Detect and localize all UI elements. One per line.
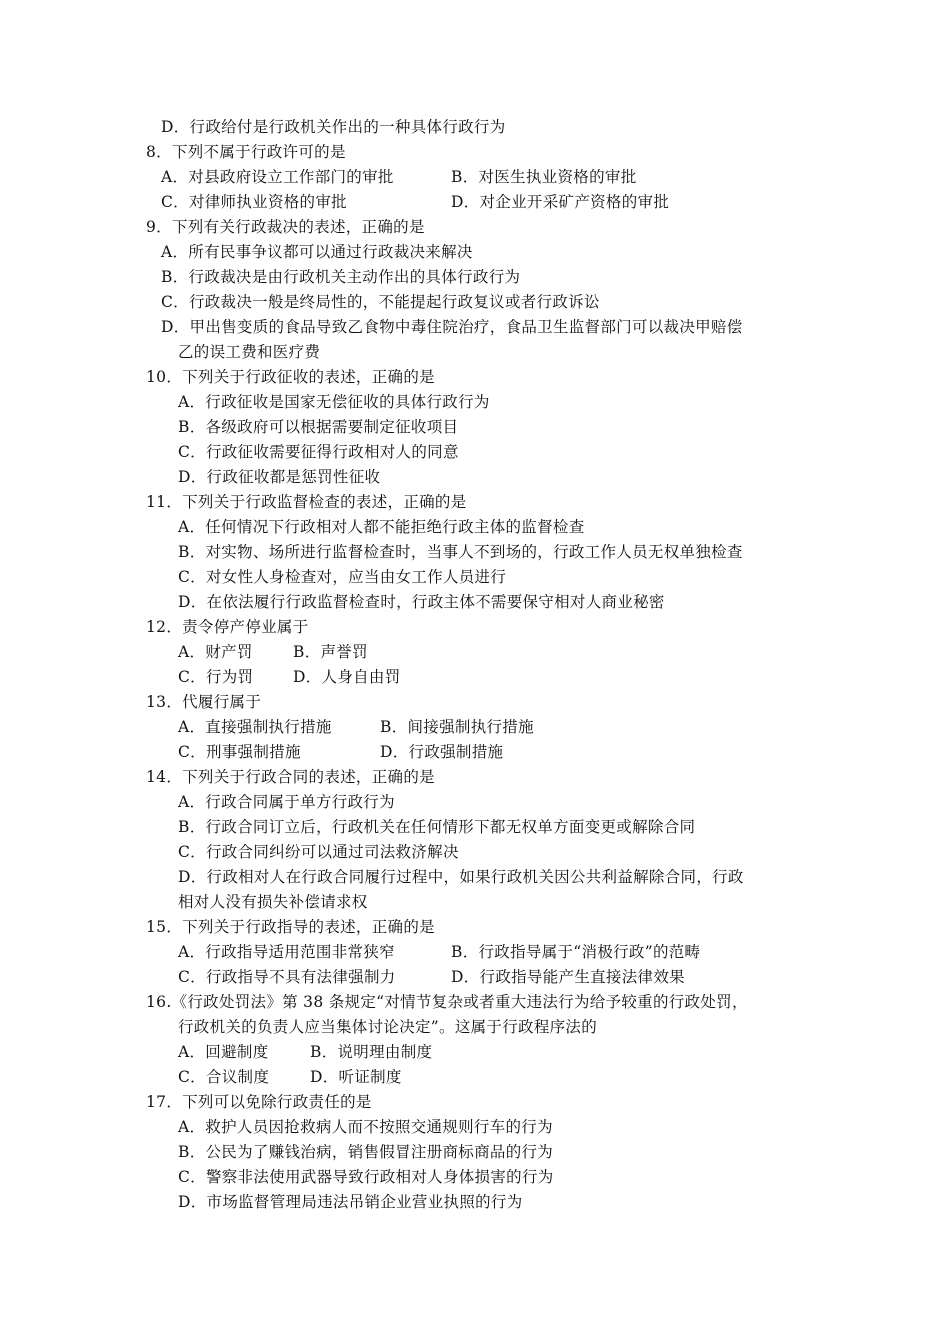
q11-option-b: B．对实物、场所进行监督检查时，当事人不到场的，行政工作人员无权单独检查 <box>178 543 743 561</box>
q10-stem: 10．下列关于行政征收的表述，正确的是 <box>146 368 435 386</box>
q10-option-d: D．行政征收都是惩罚性征收 <box>178 468 381 486</box>
q12-options-ab: A．财产罚 B．声誉罚 <box>178 643 368 661</box>
q15-options-cd: C．行政指导不具有法律强制力 D．行政指导能产生直接法律效果 <box>178 968 685 986</box>
q8-options-ab: A．对县政府设立工作部门的审批 B．对医生执业资格的审批 <box>161 168 637 186</box>
q15-stem: 15．下列关于行政指导的表述，正确的是 <box>146 918 435 936</box>
q17-option-d: D．市场监督管理局违法吊销企业营业执照的行为 <box>178 1193 523 1211</box>
q10-option-a: A．行政征收是国家无偿征收的具体行政行为 <box>178 393 490 411</box>
q12-stem: 12．责令停产停业属于 <box>146 618 309 636</box>
q13-options-cd: C．刑事强制措施 D．行政强制措施 <box>178 743 504 761</box>
q14-option-a: A．行政合同属于单方行政行为 <box>178 793 395 811</box>
q12-options-cd: C．行为罚 D．人身自由罚 <box>178 668 401 686</box>
q17-option-b: B．公民为了赚钱治病，销售假冒注册商标商品的行为 <box>178 1143 554 1161</box>
q14-option-d: D．行政相对人在行政合同履行过程中，如果行政机关因公共利益解除合同，行政 <box>178 868 744 886</box>
q16-options-ab: A．回避制度 B．说明理由制度 <box>178 1043 433 1061</box>
q14-option-b: B．行政合同订立后，行政机关在任何情形下都无权单方面变更或解除合同 <box>178 818 696 836</box>
q16-stem: 16.《行政处罚法》第 38 条规定“对情节复杂或者重大违法行为给予较重的行政处罚， <box>146 993 748 1011</box>
q9-option-d-cont: 乙的误工费和医疗费 <box>178 343 321 361</box>
q14-option-d-cont: 相对人没有损失补偿请求权 <box>178 893 368 911</box>
q13-options-ab: A．直接强制执行措施 B．间接强制执行措施 <box>178 718 534 736</box>
q11-stem: 11．下列关于行政监督检查的表述，正确的是 <box>146 493 467 511</box>
q9-option-c: C．行政裁决一般是终局性的，不能提起行政复议或者行政诉讼 <box>161 293 600 311</box>
q7-option-d: D．行政给付是行政机关作出的一种具体行政行为 <box>161 118 506 136</box>
q11-option-d: D．在依法履行行政监督检查时，行政主体不需要保守相对人商业秘密 <box>178 593 665 611</box>
q16-stem-cont: 行政机关的负责人应当集体讨论决定”。这属于行政程序法的 <box>178 1018 598 1036</box>
q14-stem: 14．下列关于行政合同的表述，正确的是 <box>146 768 435 786</box>
q9-option-a: A．所有民事争议都可以通过行政裁决来解决 <box>161 243 473 261</box>
q13-stem: 13．代履行属于 <box>146 693 262 711</box>
q9-stem: 9．下列有关行政裁决的表述，正确的是 <box>146 218 425 236</box>
q17-option-c: C．警察非法使用武器导致行政相对人身体损害的行为 <box>178 1168 554 1186</box>
q10-option-c: C．行政征收需要征得行政相对人的同意 <box>178 443 459 461</box>
q10-option-b: B．各级政府可以根据需要制定征收项目 <box>178 418 459 436</box>
q8-options-cd: C．对律师执业资格的审批 D．对企业开采矿产资格的审批 <box>161 193 670 211</box>
q11-option-a: A．任何情况下行政相对人都不能拒绝行政主体的监督检查 <box>178 518 585 536</box>
q11-option-c: C．对女性人身检查对，应当由女工作人员进行 <box>178 568 507 586</box>
q8-stem: 8．下列不属于行政许可的是 <box>146 143 346 161</box>
q9-option-d: D．甲出售变质的食品导致乙食物中毒住院治疗，食品卫生监督部门可以裁决甲赔偿 <box>161 318 743 336</box>
q17-option-a: A．救护人员因抢救病人而不按照交通规则行车的行为 <box>178 1118 553 1136</box>
q17-stem: 17．下列可以免除行政责任的是 <box>146 1093 372 1111</box>
q9-option-b: B．行政裁决是由行政机关主动作出的具体行政行为 <box>161 268 521 286</box>
q14-option-c: C．行政合同纠纷可以通过司法救济解决 <box>178 843 459 861</box>
q15-options-ab: A．行政指导适用范围非常狭窄 B．行政指导属于“消极行政”的范畴 <box>178 943 701 961</box>
q16-options-cd: C．合议制度 D．听证制度 <box>178 1068 402 1086</box>
